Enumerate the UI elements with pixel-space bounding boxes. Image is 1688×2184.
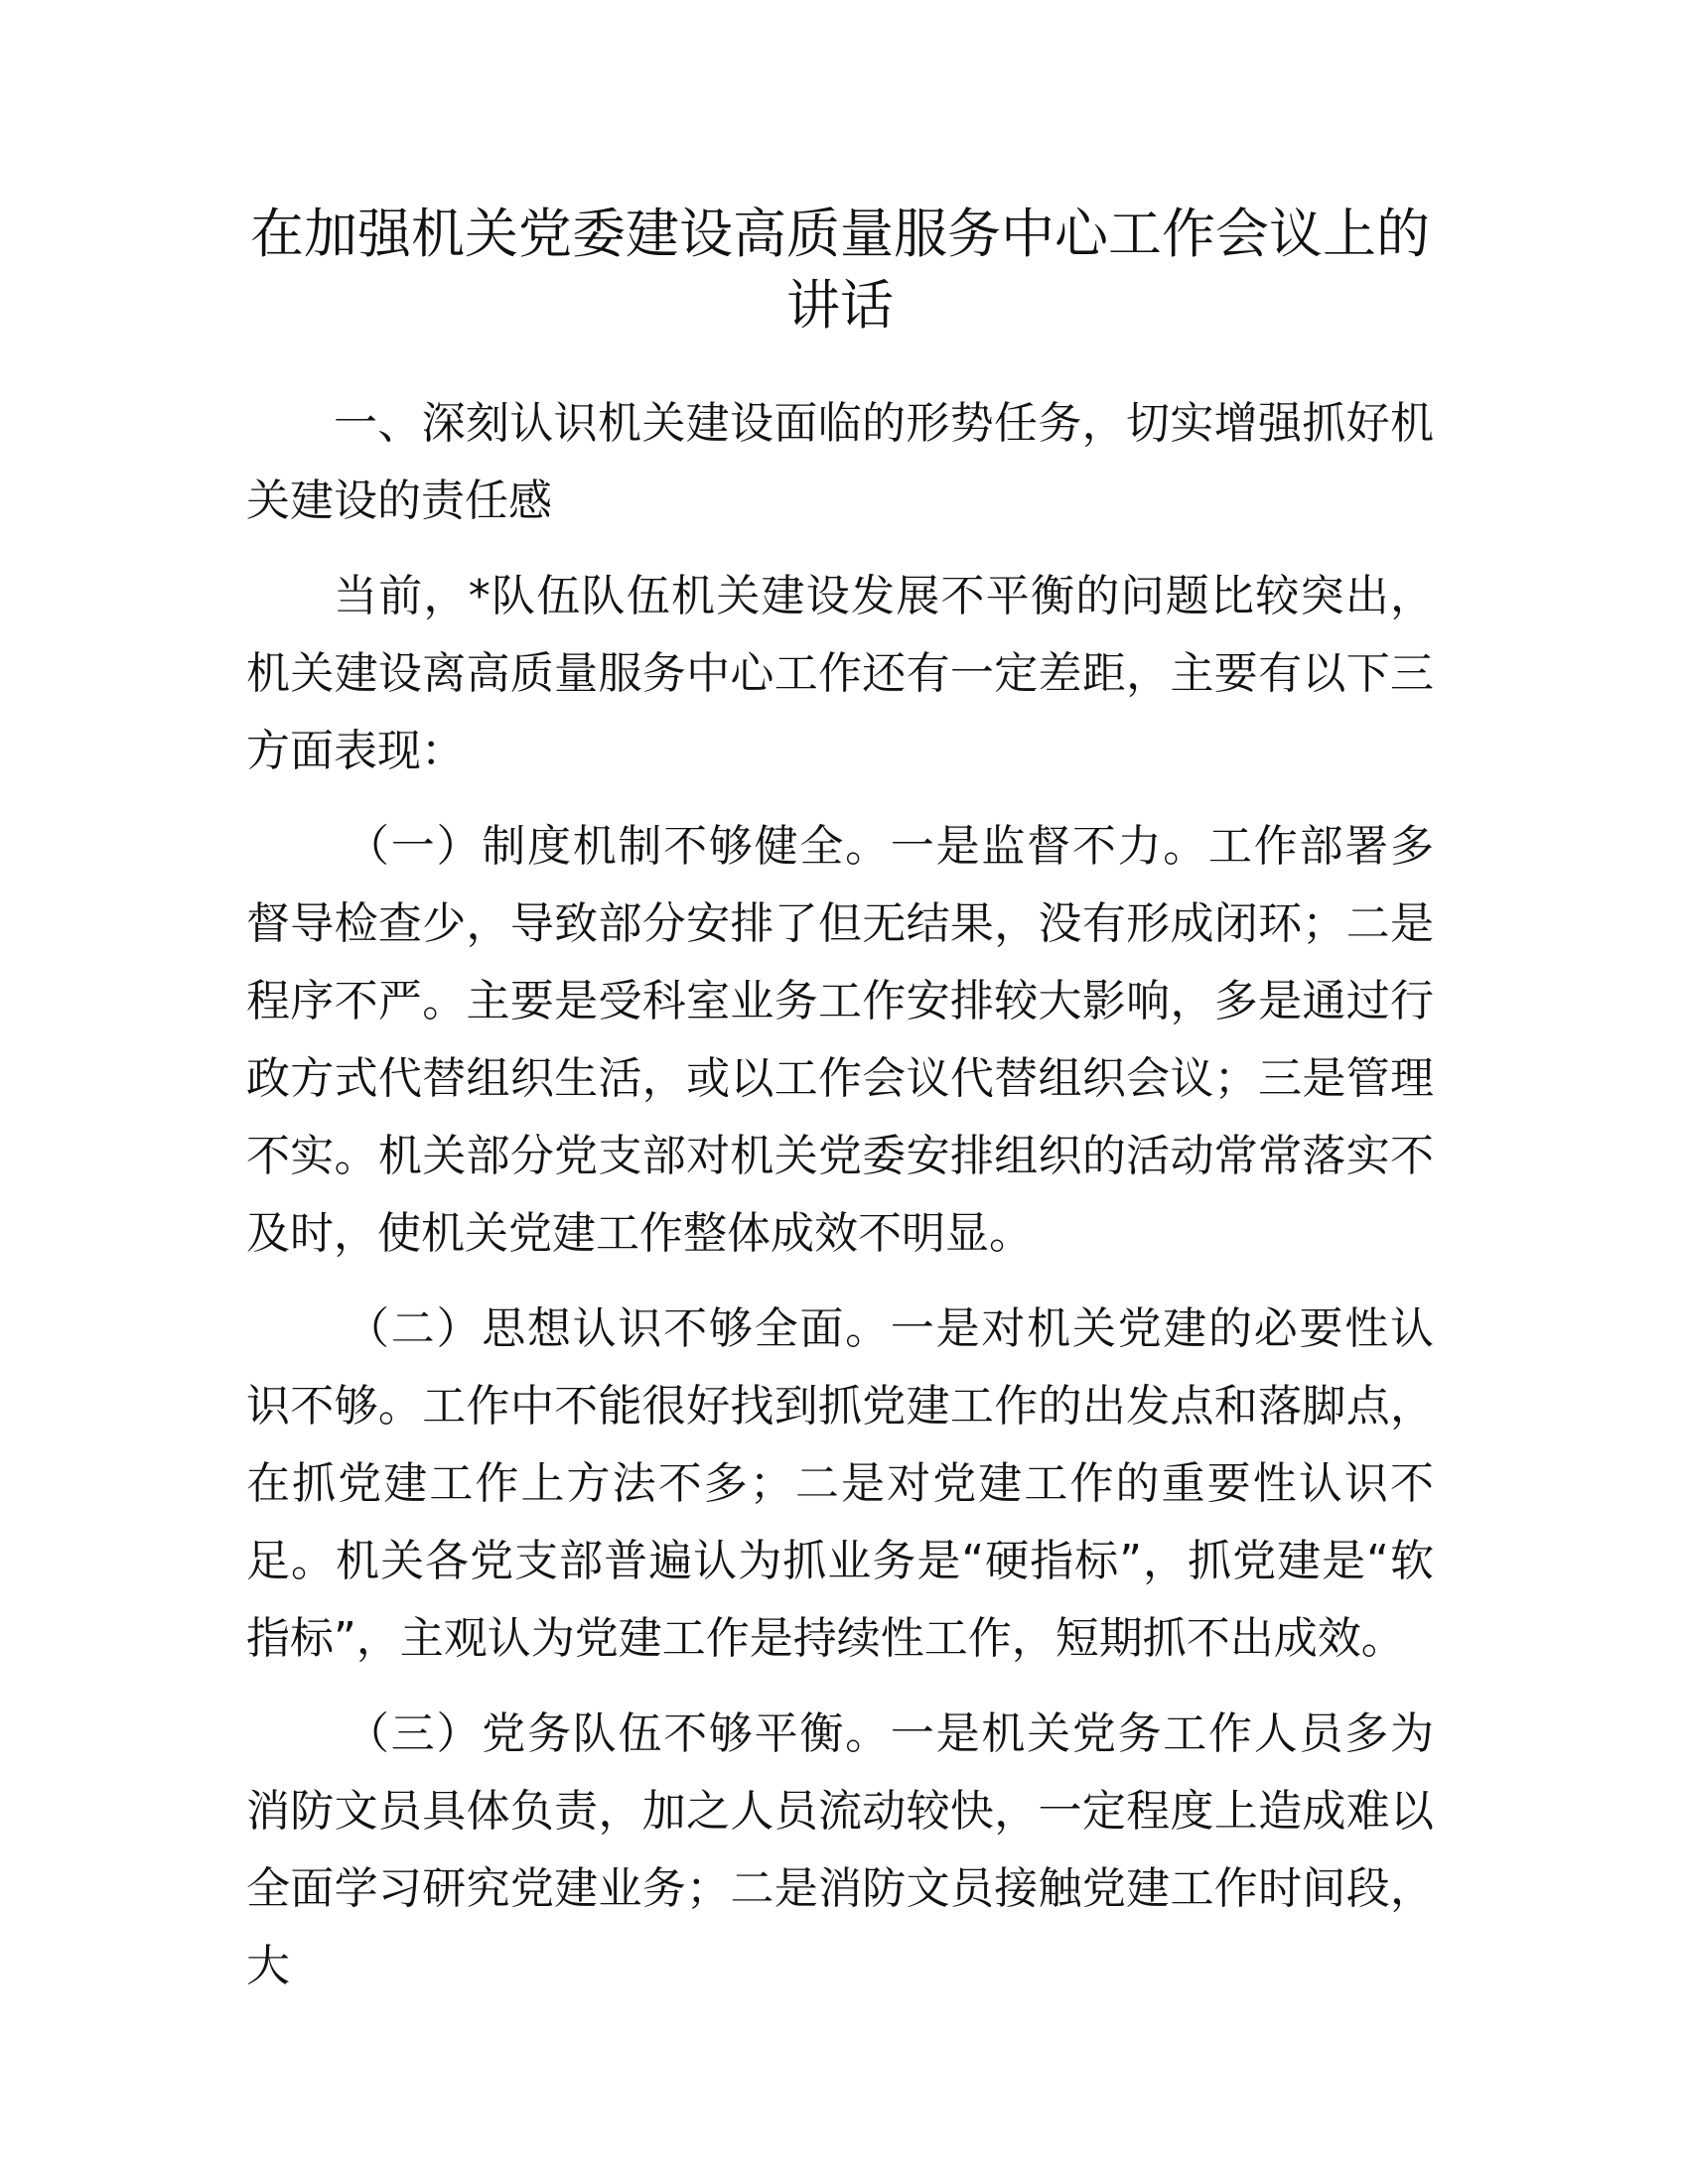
- body-paragraph-intro: 当前，*队伍队伍机关建设发展不平衡的问题比较突出，机关建设离高质量服务中心工作还有一定差距，主要有以下三方面表现：: [246, 571, 1434, 776]
- document-page: [246, 199, 1434, 2017]
- body-paragraph-item-1: （一）制度机制不够健全。一是监督不力。工作部署多督导检查少，导致部分安排了但无结果，没有形成闭环；二是程序不严。主要是受科室业务工作安排较大影响，多是通过行政方式代替组织生活，或以工作会议代替组织会议；三是管理不实。机关部分党支部对机关党委安排组织的活动常常落实不及时，使机关党建工作整体成效不明显。: [246, 821, 1434, 1259]
- body-paragraph-item-3: （三）党务队伍不够平衡。一是机关党务工作人员多为消防文员具体负责，加之人员流动较快，一定程度上造成难以全面学习研究党建业务；二是消防文员接触党建工作时间段，大: [246, 1708, 1434, 1991]
- document-title: 在加强机关党委建设高质量服务中心工作会议上的讲话: [250, 203, 1430, 337]
- section-heading-1: 一、深刻认识机关建设面临的形势任务，切实增强抓好机关建设的责任感: [246, 398, 1434, 526]
- body-paragraph-item-2: （二）思想认识不够全面。一是对机关党建的必要性认识不够。工作中不能很好找到抓党建工作的出发点和落脚点，在抓党建工作上方法不多；二是对党建工作的重要性认识不足。机关各党支部普遍认为抓业务是“硬指标”，抓党建是“软指标”，主观认为党建工作是持续性工作，短期抓不出成效。: [246, 1303, 1434, 1664]
